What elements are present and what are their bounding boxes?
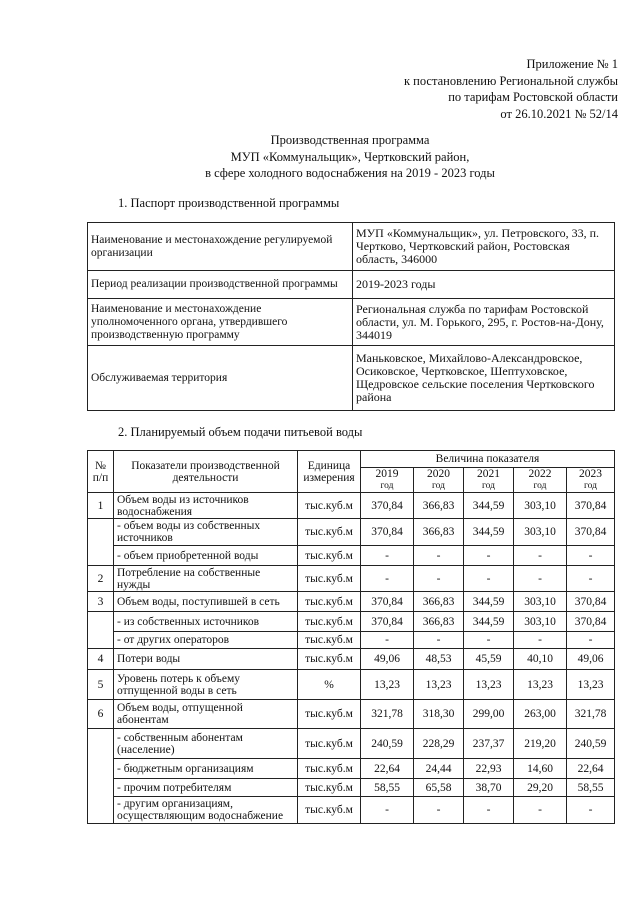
row-value: 370,84 — [361, 493, 414, 519]
row-value: - — [567, 546, 615, 566]
table-row — [88, 519, 615, 546]
row-value: - — [514, 566, 567, 592]
table-row — [88, 649, 615, 670]
row-unit: тыс.куб.м — [298, 759, 361, 779]
row-unit: % — [298, 670, 361, 700]
row-indicator: Потребление на собственные нужды — [114, 566, 298, 592]
table-row — [88, 670, 615, 700]
document-title — [0, 132, 640, 182]
row-value: - — [514, 632, 567, 649]
row-value: 366,83 — [414, 592, 464, 612]
appendix-line: к постановлению Региональной службы — [403, 73, 618, 88]
row-indicator: - другим организациям, осуществляющим водоснабжение — [114, 797, 298, 824]
row-value: 299,00 — [464, 700, 514, 729]
row-value: 370,84 — [361, 612, 414, 632]
appendix-line: по тарифам Ростовской области — [448, 90, 618, 104]
row-value: 370,84 — [567, 493, 615, 519]
row-value: - — [464, 546, 514, 566]
row-unit: тыс.куб.м — [298, 649, 361, 670]
row-value: - — [414, 797, 464, 824]
year-label: 2019 — [375, 468, 399, 480]
row-value: 13,23 — [361, 670, 414, 700]
row-indicator: - из собственных источников — [114, 612, 298, 632]
passport-table — [87, 222, 615, 411]
row-value: 22,93 — [464, 759, 514, 779]
appendix-line: от 26.10.2021 № 52/14 — [500, 106, 618, 121]
row-value: 24,44 — [414, 759, 464, 779]
passport-row — [88, 346, 615, 411]
passport-value: МУП «Коммунальщик», ул. Петровского, 33, п. Чертково, Чертковский район, Ростовская область, 346000 — [353, 223, 615, 271]
row-value: 303,10 — [514, 612, 567, 632]
water-volume-table — [87, 450, 615, 824]
title-line: МУП «Коммунальщик», Чертковский район, — [230, 149, 470, 164]
table-row — [88, 797, 615, 824]
row-value: - — [567, 566, 615, 592]
year-suffix: год — [533, 481, 547, 491]
row-unit: тыс.куб.м — [298, 779, 361, 797]
table-row — [88, 779, 615, 797]
row-value: 303,10 — [514, 519, 567, 546]
row-indicator: - собственным абонентам (население) — [114, 729, 298, 759]
row-number: 2 — [88, 566, 114, 592]
passport-value: Региональная служба по тарифам Ростовской области, ул. М. Горького, 295, г. Ростов-на-Дону, 344019 — [353, 299, 615, 346]
row-value: 49,06 — [361, 649, 414, 670]
header-unit: Единица измерения — [298, 451, 361, 493]
row-value: 321,78 — [361, 700, 414, 729]
row-value: 13,23 — [514, 670, 567, 700]
row-value: - — [361, 546, 414, 566]
row-value: - — [464, 566, 514, 592]
row-value: 58,55 — [361, 779, 414, 797]
row-value: 65,58 — [414, 779, 464, 797]
row-value: 48,53 — [414, 649, 464, 670]
section-2-heading: 2. Планируемый объем подачи питьевой воды — [118, 425, 363, 439]
passport-label: Период реализации производственной программы — [88, 271, 353, 299]
table-row — [88, 700, 615, 729]
row-number — [88, 729, 114, 824]
row-value: 228,29 — [414, 729, 464, 759]
row-unit: тыс.куб.м — [298, 546, 361, 566]
row-value: - — [414, 566, 464, 592]
row-value: 13,23 — [464, 670, 514, 700]
table-row — [88, 632, 615, 649]
row-value: 366,83 — [414, 612, 464, 632]
row-indicator: - объем приобретенной воды — [114, 546, 298, 566]
row-number: 4 — [88, 649, 114, 670]
row-unit: тыс.куб.м — [298, 797, 361, 824]
row-value: - — [514, 797, 567, 824]
passport-label: Обслуживаемая территория — [88, 346, 353, 411]
year-label: 2020 — [427, 468, 450, 480]
row-value: - — [567, 797, 615, 824]
table-row — [88, 592, 615, 612]
table-row — [88, 729, 615, 759]
row-value: 240,59 — [567, 729, 615, 759]
row-value: 370,84 — [567, 612, 615, 632]
year-suffix: год — [482, 481, 495, 491]
row-unit: тыс.куб.м — [298, 612, 361, 632]
header-year — [464, 468, 514, 493]
row-value: 13,23 — [414, 670, 464, 700]
appendix-line: Приложение № 1 — [526, 57, 618, 71]
row-number — [88, 519, 114, 566]
row-indicator: Объем воды, отпущенной абонентам — [114, 700, 298, 729]
passport-value: 2019-2023 годы — [353, 271, 615, 299]
row-value: - — [414, 632, 464, 649]
header-year — [514, 468, 567, 493]
row-value: 344,59 — [464, 493, 514, 519]
row-value: - — [361, 797, 414, 824]
row-value: - — [464, 797, 514, 824]
year-suffix: год — [584, 481, 597, 491]
header-year — [414, 468, 464, 493]
row-value: 58,55 — [567, 779, 615, 797]
passport-value: Маньковское, Михайлово-Александровское, Осиковское, Чертковское, Шептуховское, Щедровское сельские поселения Чертковского района — [353, 346, 615, 411]
header-year — [361, 468, 414, 493]
passport-label: Наименование и местонахождение регулируемой организации — [88, 223, 353, 271]
row-value: 366,83 — [414, 519, 464, 546]
row-value: 22,64 — [567, 759, 615, 779]
row-unit: тыс.куб.м — [298, 519, 361, 546]
header-value: Величина показателя — [361, 451, 615, 468]
table-row — [88, 546, 615, 566]
row-value: 22,64 — [361, 759, 414, 779]
row-value: - — [414, 546, 464, 566]
row-number: 6 — [88, 700, 114, 729]
table-row — [88, 493, 615, 519]
row-value: 303,10 — [514, 592, 567, 612]
row-indicator: Объем воды из источников водоснабжения — [114, 493, 298, 519]
row-value: 344,59 — [464, 592, 514, 612]
row-value: 370,84 — [567, 592, 615, 612]
row-value: 370,84 — [361, 592, 414, 612]
row-indicator: Потери воды — [114, 649, 298, 670]
row-value: 318,30 — [414, 700, 464, 729]
year-label: 2022 — [528, 468, 552, 480]
year-suffix: год — [432, 481, 445, 491]
row-unit: тыс.куб.м — [298, 729, 361, 759]
row-number: 5 — [88, 670, 114, 700]
row-value: - — [514, 546, 567, 566]
row-value: 40,10 — [514, 649, 567, 670]
passport-row — [88, 223, 615, 271]
row-indicator: Уровень потерь к объему отпущенной воды в сеть — [114, 670, 298, 700]
table-row — [88, 759, 615, 779]
header-number: № п/п — [88, 451, 114, 493]
row-value: 263,00 — [514, 700, 567, 729]
row-value: 14,60 — [514, 759, 567, 779]
row-number: 3 — [88, 592, 114, 612]
row-value: 29,20 — [514, 779, 567, 797]
row-value: - — [361, 566, 414, 592]
header-indicator: Показатели производственной деятельности — [114, 451, 298, 493]
year-label: 2021 — [477, 468, 500, 480]
row-value: 344,59 — [464, 612, 514, 632]
row-value: - — [567, 632, 615, 649]
year-suffix: год — [380, 481, 394, 491]
row-value: 344,59 — [464, 519, 514, 546]
row-value: 38,70 — [464, 779, 514, 797]
row-value: - — [464, 632, 514, 649]
row-number — [88, 612, 114, 649]
row-indicator: Объем воды, поступившей в сеть — [114, 592, 298, 612]
row-indicator: - бюджетным организациям — [114, 759, 298, 779]
row-value: 303,10 — [514, 493, 567, 519]
row-unit: тыс.куб.м — [298, 493, 361, 519]
row-value: 13,23 — [567, 670, 615, 700]
row-unit: тыс.куб.м — [298, 592, 361, 612]
row-value: 240,59 — [361, 729, 414, 759]
row-value: 45,59 — [464, 649, 514, 670]
passport-label: Наименование и местонахождение уполномоченного органа, утвердившего производственную программу — [88, 299, 353, 346]
row-number: 1 — [88, 493, 114, 519]
row-value: - — [361, 632, 414, 649]
table-row — [88, 612, 615, 632]
passport-row — [88, 271, 615, 299]
table-row — [88, 566, 615, 592]
row-indicator: - прочим потребителям — [114, 779, 298, 797]
row-value: 321,78 — [567, 700, 615, 729]
row-value: 366,83 — [414, 493, 464, 519]
row-indicator: - от других операторов — [114, 632, 298, 649]
row-unit: тыс.куб.м — [298, 632, 361, 649]
year-label: 2023 — [579, 468, 602, 480]
row-unit: тыс.куб.м — [298, 566, 361, 592]
row-unit: тыс.куб.м — [298, 700, 361, 729]
row-value: 219,20 — [514, 729, 567, 759]
row-value: 370,84 — [567, 519, 615, 546]
row-value: 49,06 — [567, 649, 615, 670]
section-1-heading: 1. Паспорт производственной программы — [118, 196, 340, 210]
row-value: 370,84 — [361, 519, 414, 546]
title-line: в сфере холодного водоснабжения на 2019 - 2023 годы — [205, 166, 495, 180]
row-indicator: - объем воды из собственных источников — [114, 519, 298, 546]
row-value: 237,37 — [464, 729, 514, 759]
header-year — [567, 468, 615, 493]
title-line: Производственная программа — [270, 133, 430, 147]
passport-row — [88, 299, 615, 346]
appendix-header — [404, 56, 618, 122]
